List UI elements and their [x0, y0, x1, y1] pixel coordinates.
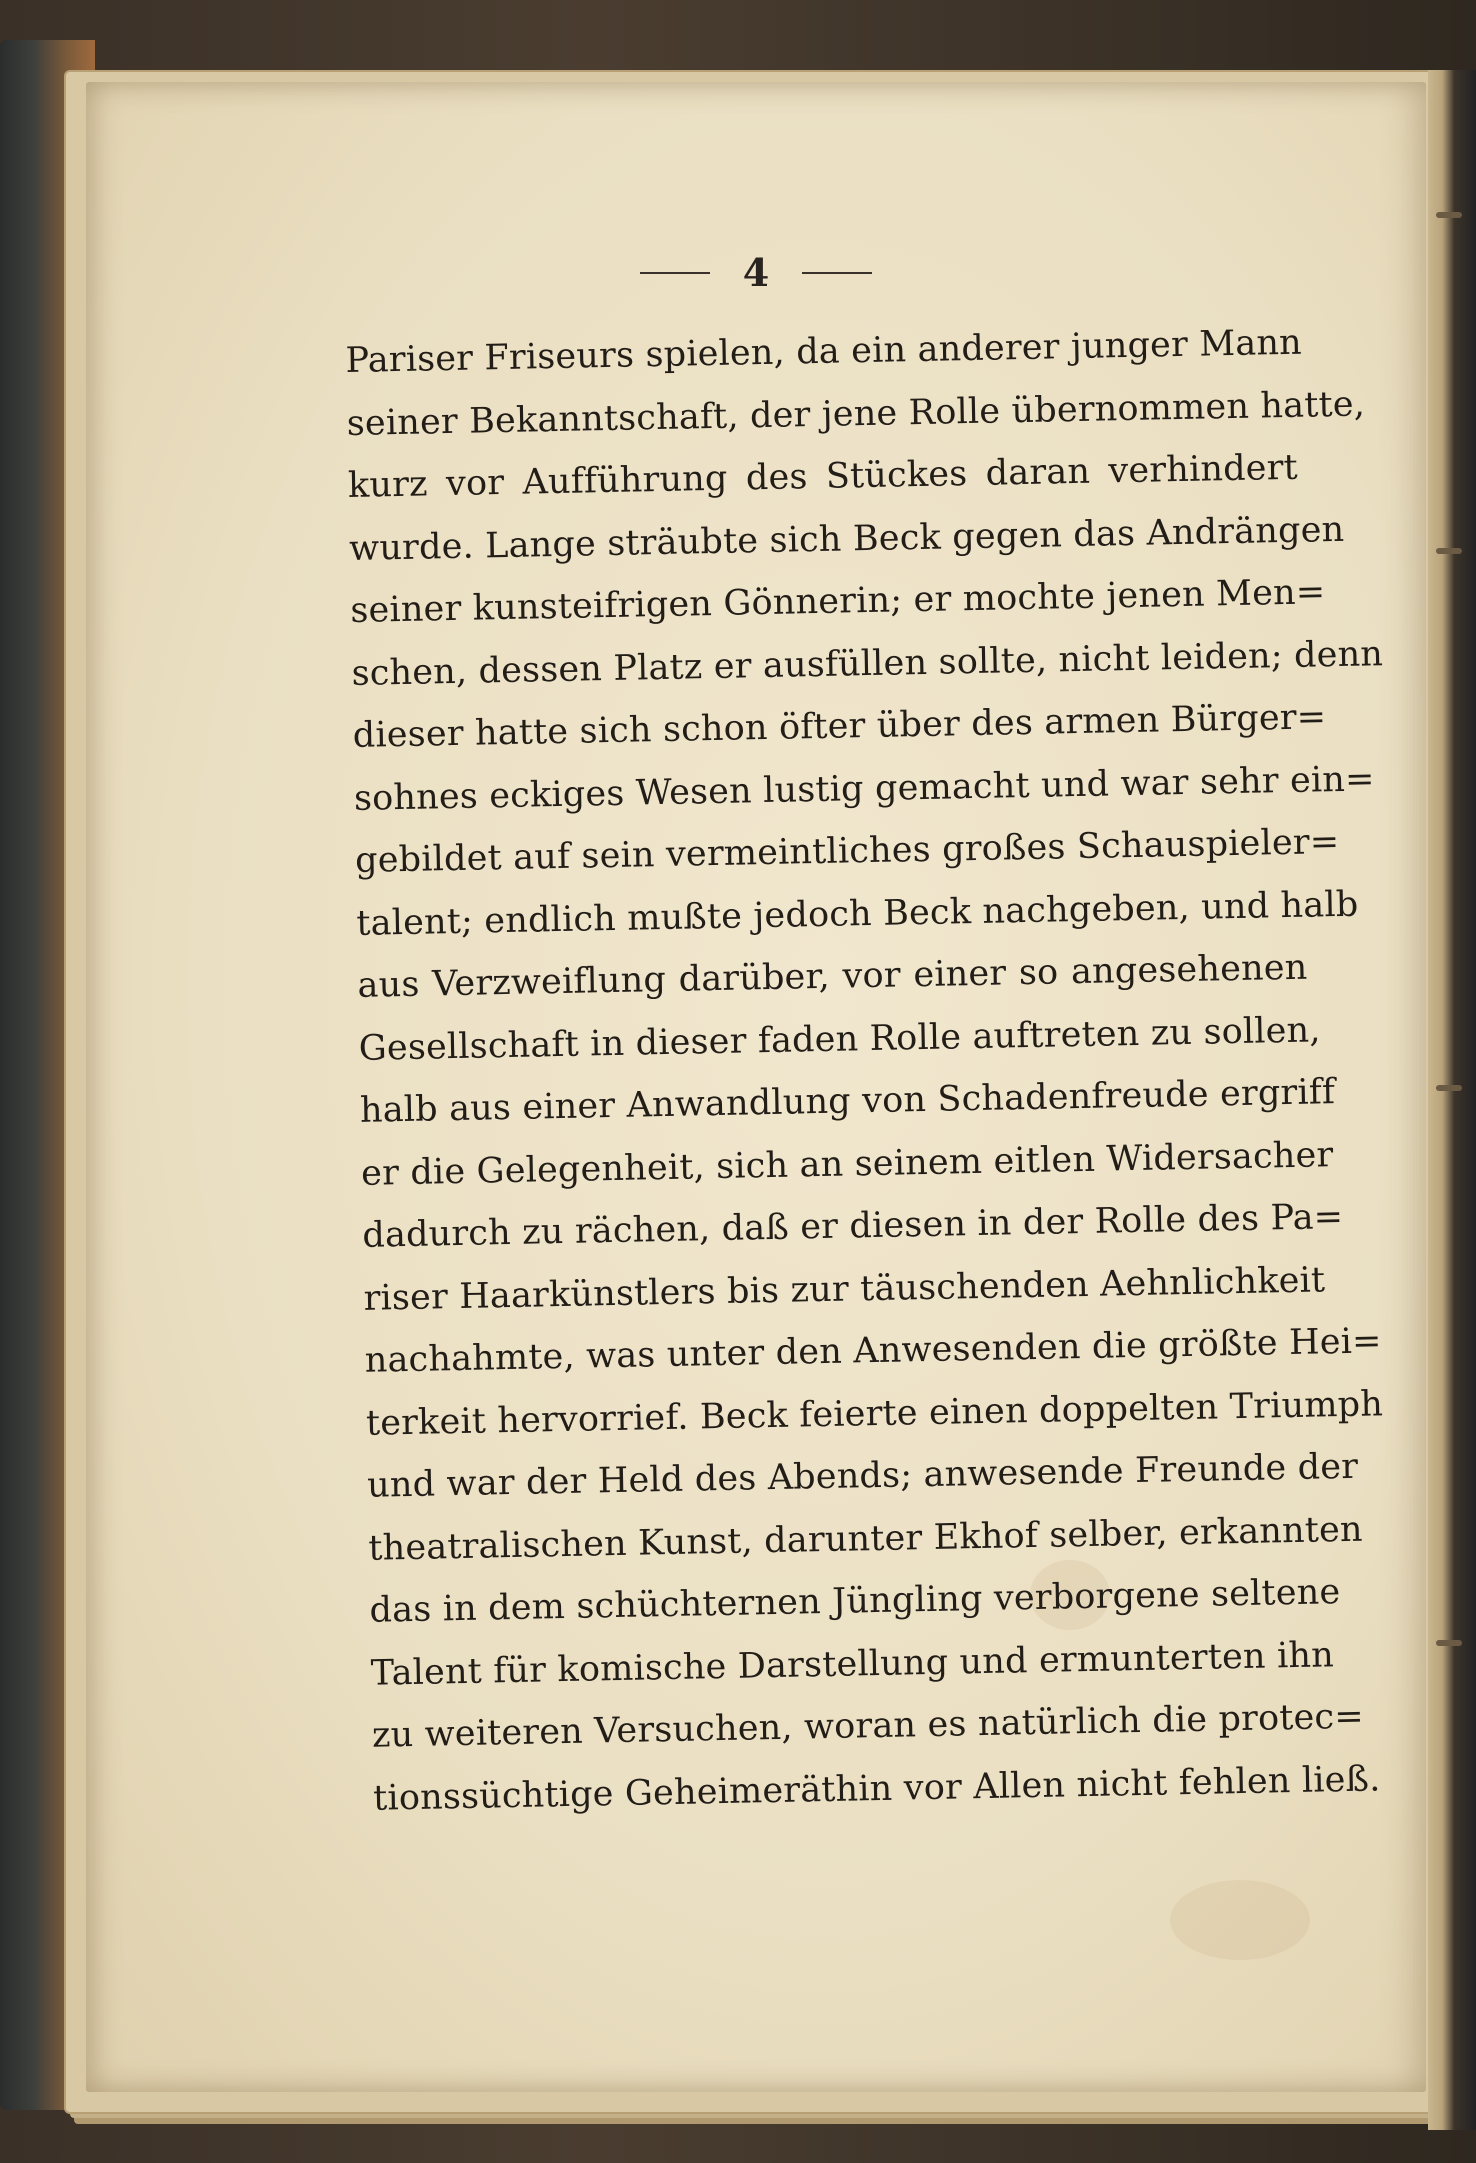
- right-cover-edge: [1428, 70, 1476, 2130]
- binding-thread: [1436, 548, 1462, 554]
- text-line: wurde. Lange sträubte sich Beck gegen das Andrängen: [348, 509, 1345, 569]
- text-line: das in dem schüchternen Jüngling verborgene seltene: [369, 1572, 1341, 1631]
- page-number: 4: [742, 250, 770, 295]
- text-line: schen, dessen Platz er ausfüllen sollte, nicht leiden; denn: [351, 633, 1384, 694]
- page-header: [86, 250, 1426, 295]
- header-dash: [802, 272, 872, 274]
- text-line: und war der Held des Abends; anwesende Freunde der: [366, 1446, 1359, 1506]
- text-line: terkeit hervorrief. Beck feierte einen doppelten Triumph: [365, 1383, 1384, 1444]
- binding-thread: [1436, 212, 1462, 218]
- text-line: aus Verzweiflung darüber, vor einer so angesehenen: [357, 947, 1308, 1006]
- text-line: seiner Bekanntschaft, der jene Rolle übernommen hatte,: [346, 383, 1366, 444]
- text-line: riser Haarkünstlers bis zur täuschenden Aehnlichkeit: [363, 1259, 1326, 1319]
- text-line: nachahmte, was unter den Anwesenden die größte Hei=: [364, 1321, 1382, 1381]
- text-line: talent; endlich mußte jedoch Beck nachgeben, und halb: [356, 884, 1359, 944]
- text-line: sohnes eckiges Wesen lustig gemacht und war sehr ein=: [353, 758, 1375, 819]
- text-line: dadurch zu rächen, daß er diesen in der Rolle des Pa=: [362, 1197, 1344, 1256]
- binding-thread: [1436, 1085, 1462, 1091]
- text-line: Talent für komische Darstellung und ermunterten ihn: [370, 1634, 1335, 1694]
- text-line: halb aus einer Anwandlung von Schadenfreude ergriff: [359, 1072, 1336, 1131]
- paper-stain: [1170, 1880, 1310, 1960]
- body-text: [345, 312, 1384, 1830]
- binding-thread: [1436, 1640, 1462, 1646]
- text-line: tionssüchtige Geheimeräthin vor Allen nicht fehlen ließ.: [372, 1758, 1381, 1819]
- text-line: dieser hatte sich schon öfter über des armen Bürger=: [352, 697, 1327, 756]
- text-line: theatralischen Kunst, darunter Ekhof selber, erkannten: [368, 1509, 1364, 1569]
- text-line: gebildet auf sein vermeintliches großes Schauspieler=: [354, 822, 1340, 881]
- text-line: er die Gelegenheit, sich an seinem eitlen Widersacher: [360, 1134, 1334, 1194]
- text-line: kurz vor Aufführung des Stückes daran verhindert: [347, 447, 1299, 506]
- text-line: Pariser Friseurs spielen, da ein anderer junger Mann: [345, 322, 1303, 381]
- header-dash: [640, 272, 710, 274]
- text-line: zu weiteren Versuchen, woran es natürlich die protec=: [371, 1696, 1365, 1756]
- text-line: Gesellschaft in dieser faden Rolle auftreten zu sollen,: [358, 1009, 1322, 1069]
- text-line: seiner kunsteifrigen Gönnerin; er mochte jenen Men=: [350, 572, 1326, 631]
